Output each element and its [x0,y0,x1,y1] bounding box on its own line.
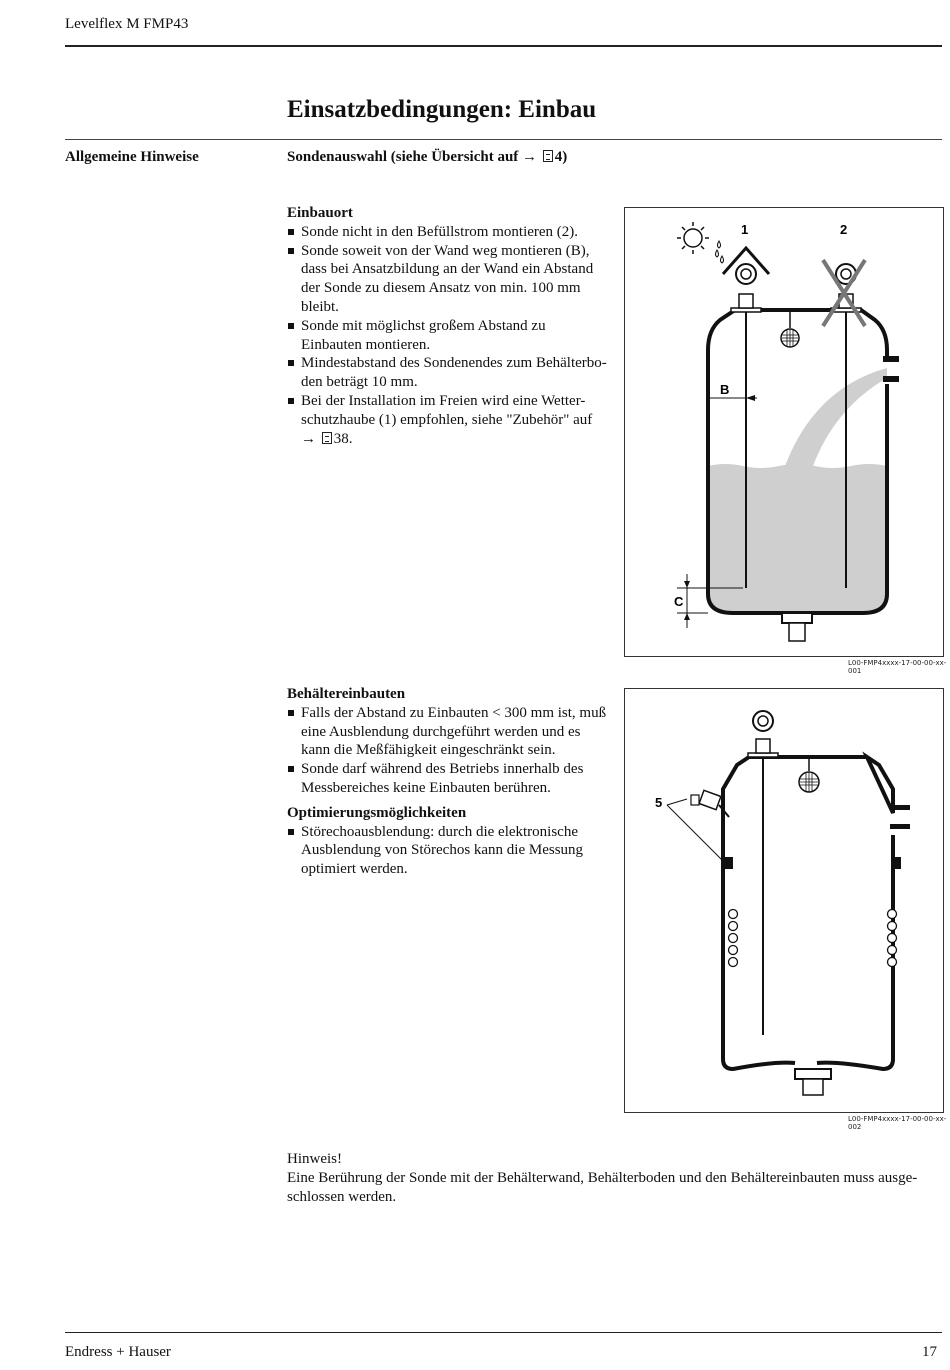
label-1: 1 [741,222,749,237]
einbauten-list [287,704,609,798]
side-nozzle [883,376,899,382]
side-nozzle [890,805,910,810]
page-ref-icon [543,150,553,162]
leader-line [667,799,687,805]
figure1-caption: L00-FMP4xxxx-17-00-00-xx-001 [848,659,947,675]
note-title: Hinweis! [287,1151,342,1167]
bottom-outlet [782,613,812,623]
list-item: Sonde nicht in den Befüllstrom montieren (2). [287,223,609,242]
figure2-caption: L00-FMP4xxxx-17-00-00-xx-002 [848,1115,947,1131]
arrow-icon: → [301,430,316,447]
label-c: C [674,594,684,609]
section-title-text: Sondenauswahl (siehe Übersicht auf [287,149,519,165]
list-item: Sonde mit möglichst großem Abstand zu Einbauten montieren. [287,317,609,355]
side-nozzle [890,824,910,829]
bottom-outlet-pipe [803,1079,823,1095]
list-item-text: Bei der Installation im Freien wird eine Wetter- schutzhaube (1) empfohlen, siehe "Zubehör" auf [301,392,593,428]
wall-internal [891,857,901,869]
einbauten-heading: Behältereinbauten [287,686,406,702]
list-item: Sonde soweit von der Wand weg montieren (B), dass bei Ansatzbildung an der Wand ein Abstand der Sonde zu diesem Ansatz von min. 100 mm bleibt. [287,242,609,317]
liquid-fill [708,464,887,613]
figure-installation-location [624,207,944,657]
transmitter-head [753,711,773,731]
sun-icon [684,229,702,247]
header-rule [65,45,942,47]
arrow-icon: → [522,149,538,165]
section-subtitle [287,149,567,166]
side-nozzle [883,356,899,362]
einbauort-list [287,223,609,449]
bottom-outlet [795,1069,831,1079]
einbauort-block [287,204,609,448]
note-block [287,1150,942,1206]
list-item: Mindestabstand des Sondenendes zum Behälterbo- den beträgt 10 mm. [287,354,609,392]
side-heading: Allgemeine Hinweise [65,149,199,165]
list-item: Störechoausblendung: durch die elektronische Ausblendung von Störechos kann die Messung optimiert werden. [287,823,609,879]
section-rule [65,139,942,140]
footer-company: Endress + Hauser [65,1344,171,1360]
label-2: 2 [840,222,848,237]
einbauten-block [287,685,609,879]
wall-internal [723,857,733,869]
rain-icon [716,241,724,263]
probe-housing [756,739,770,753]
page-ref: 38. [333,430,353,447]
list-item [287,392,609,448]
page-title: Einsatzbedingungen: Einbau [287,96,597,123]
einbauort-heading: Einbauort [287,205,353,221]
page-ref-icon [322,432,332,444]
transmitter-head [736,264,756,284]
probe-housing [739,294,753,308]
section-page-ref: 4) [554,149,568,165]
note-text: Eine Berührung der Sonde mit der Behälterwand, Behälterboden und den Behältereinbauten muss ausge- schlossen werden. [287,1169,918,1205]
header-product: Levelflex M FMP43 [65,16,189,32]
figure-tank-internals [624,688,944,1113]
heating-coil [888,910,897,967]
label-b: B [720,382,730,397]
optimierung-heading: Optimierungsmöglichkeiten [287,804,467,821]
leader-line [667,805,723,861]
list-item: Sonde darf während des Betriebs innerhalb des Messbereiches keine Einbauten berühren. [287,760,609,798]
footer-rule [65,1332,942,1333]
optimierung-list [287,823,609,879]
list-item: Falls der Abstand zu Einbauten < 300 mm ist, muß eine Ausblendung durchgeführt werden und es kann die Meßfähigkeit eingeschränkt sein. [287,704,609,760]
label-5: 5 [655,795,663,810]
inflow-stream [785,368,887,466]
tank-outline [723,757,893,1069]
bottom-outlet-pipe [789,623,805,641]
page-number: 17 [922,1344,937,1360]
heating-coil [729,910,738,967]
